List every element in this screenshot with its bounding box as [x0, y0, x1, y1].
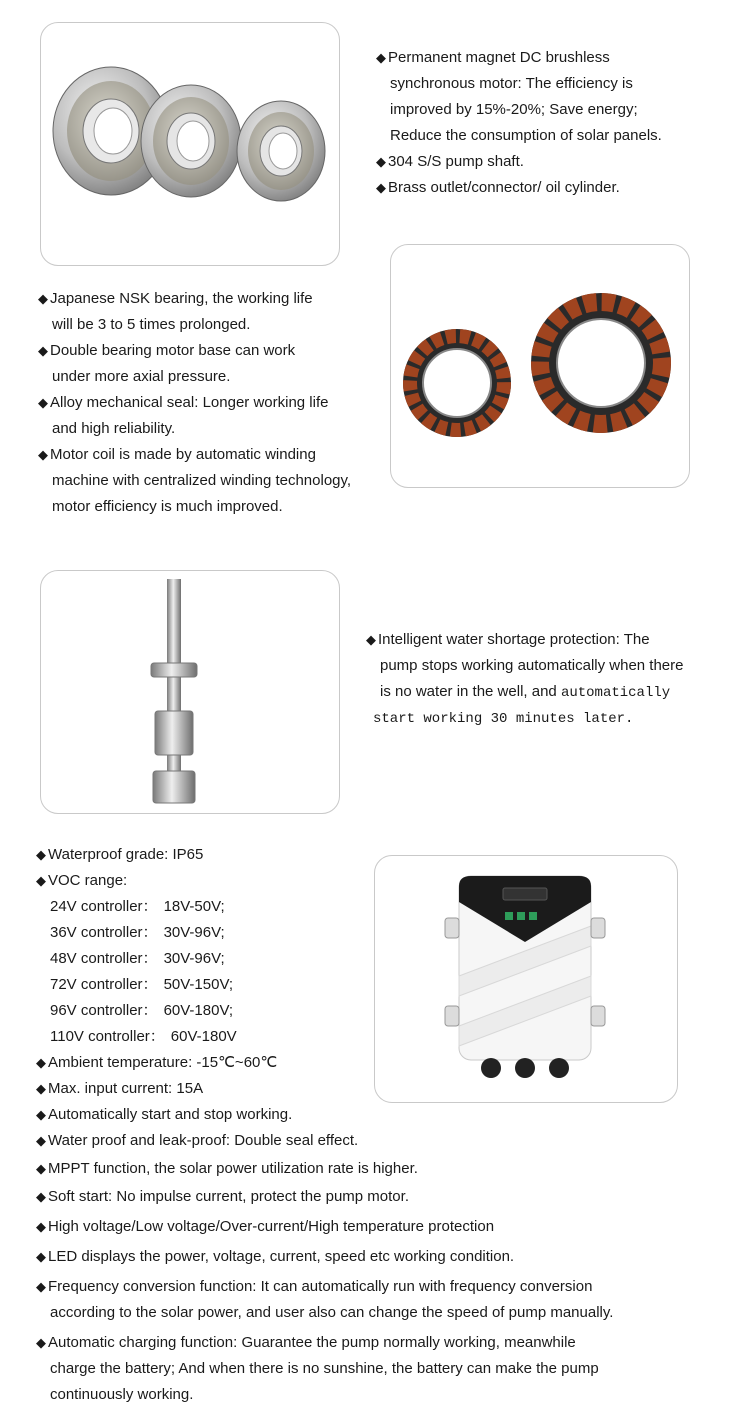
section3-text — [366, 627, 684, 732]
list-item: ◆ VOC range: — [36, 872, 128, 889]
voc-row: 72V controller： 50V-150V; — [50, 976, 234, 993]
pump-shaft-image-card — [40, 570, 340, 814]
list-item: ◆ Automatically start and stop working. — [36, 1106, 293, 1123]
list-item: ◆ Double bearing motor base can work — [38, 342, 296, 359]
stator-large — [531, 293, 671, 433]
list-item: ◆ Permanent magnet DC brushless — [376, 49, 610, 66]
list-item: ◆ MPPT function, the solar power utilization rate is higher. — [36, 1160, 418, 1177]
list-item: ◆ 304 S/S pump shaft. — [376, 153, 524, 170]
list-item-continuation: charge the battery; And when there is no sunshine, the battery can make the pump — [50, 1360, 599, 1377]
list-item: ◆ Alloy mechanical seal: Longer working life — [38, 394, 329, 411]
bearing-small — [237, 101, 325, 201]
list-item-continuation: pump stops working automatically when there — [380, 657, 684, 674]
bearing-medium — [141, 85, 241, 197]
list-item: ◆ Automatic charging function: Guarantee the pump normally working, meanwhile — [36, 1334, 576, 1351]
list-item: ◆ Frequency conversion function: It can automatically run with frequency conversion — [36, 1278, 593, 1295]
list-item: ◆ Max. input current: 15A — [36, 1080, 204, 1097]
section4-specs — [36, 842, 613, 1408]
list-item-continuation: and high reliability. — [52, 420, 176, 437]
list-item-continuation: Reduce the consumption of solar panels. — [390, 127, 662, 144]
list-item-continuation: machine with centralized winding technology, — [52, 472, 352, 489]
list-item: ◆ Waterproof grade: IP65 — [36, 846, 204, 863]
list-item: ◆ High voltage/Low voltage/Over-current/High temperature protection — [36, 1218, 495, 1235]
pump-shaft-image — [41, 571, 339, 813]
voc-row: 96V controller： 60V-180V; — [50, 1002, 234, 1019]
list-item-continuation: improved by 15%-20%; Save energy; — [390, 101, 638, 118]
section1-bullets — [376, 45, 662, 201]
list-item-continuation: continuously working. — [50, 1386, 194, 1403]
list-item: ◆ Japanese NSK bearing, the working life — [38, 290, 313, 307]
voc-row: 48V controller： 30V-96V; — [50, 950, 225, 967]
section2-bullets — [38, 286, 351, 520]
list-item: ◆ Water proof and leak-proof: Double seal effect. — [36, 1132, 359, 1149]
list-item: ◆ Motor coil is made by automatic winding — [38, 446, 316, 463]
list-item-continuation: according to the solar power, and user also can change the speed of pump manually. — [50, 1304, 614, 1321]
stator-small — [403, 329, 511, 437]
list-item-continuation: is no water in the well, and automatically — [380, 683, 671, 701]
list-item: ◆ Soft start: No impulse current, protect the pump motor. — [36, 1188, 409, 1205]
voc-row: 36V controller： 30V-96V; — [50, 924, 225, 941]
bearings-image — [41, 23, 339, 265]
stator-image-card — [390, 244, 690, 488]
list-item-continuation: synchronous motor: The efficiency is — [390, 75, 633, 92]
list-item: ◆ Brass outlet/connector/ oil cylinder. — [376, 179, 620, 196]
list-item: ◆ LED displays the power, voltage, current, speed etc working condition. — [36, 1248, 515, 1265]
list-item: ◆ Ambient temperature: -15℃~60℃ — [36, 1054, 278, 1071]
list-item: ◆ Intelligent water shortage protection: The — [366, 631, 650, 648]
list-item-continuation: motor efficiency is much improved. — [52, 498, 283, 515]
list-item-continuation: will be 3 to 5 times prolonged. — [52, 316, 251, 333]
bearings-image-card — [40, 22, 340, 266]
list-item-continuation: under more axial pressure. — [52, 368, 231, 385]
list-item-continuation: start working 30 minutes later. — [373, 711, 634, 727]
stator-coils-image — [391, 245, 689, 487]
voc-row: 24V controller： 18V-50V; — [50, 898, 225, 915]
voc-row: 110V controller： 60V-180V — [50, 1028, 237, 1045]
